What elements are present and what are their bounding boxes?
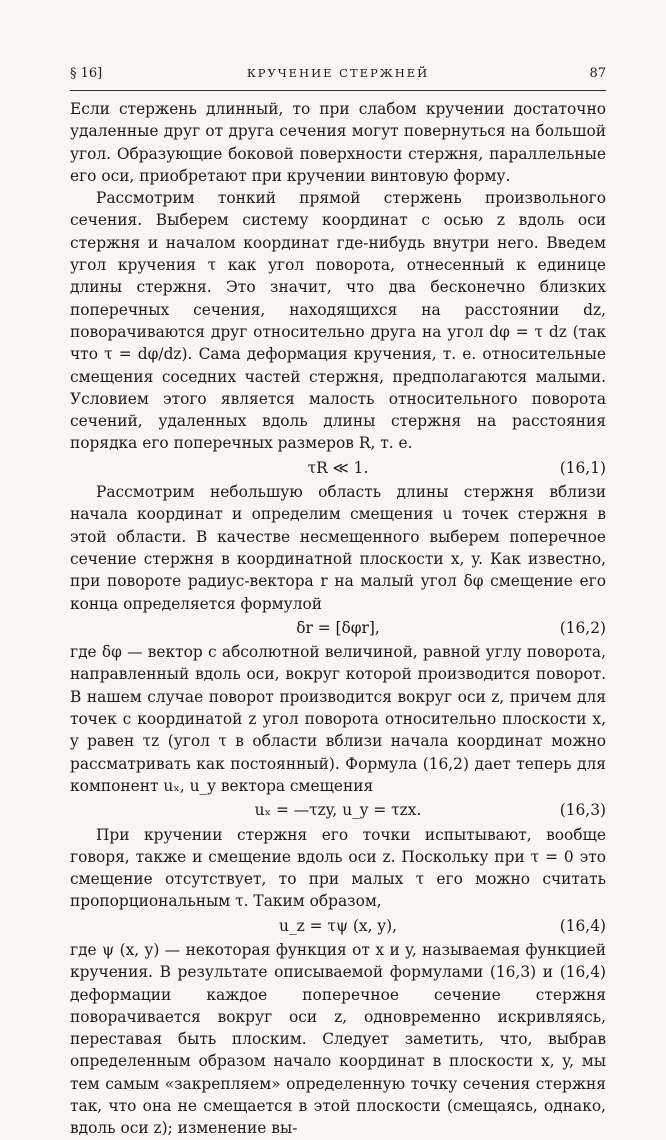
formula-16-1	[70, 457, 606, 479]
page-number: 87	[589, 66, 606, 81]
paragraph-5: При кручении стержня его точки испытывают, вообще говоря, также и смещение вдоль оси z. Поскольку при τ = 0 это смещение отсутствует, то при малых τ его можно считать пропорциональным τ. Таким образом,	[70, 825, 606, 911]
header-rule	[70, 90, 606, 91]
formula-expression: τR ≪ 1.	[307, 458, 369, 477]
formula-expression: u_z = τψ (x, y),	[279, 916, 397, 935]
section-reference: § 16]	[70, 66, 103, 81]
formula-number: (16,3)	[559, 801, 606, 820]
paragraph-6: где ψ (x, y) — некоторая функция от x и y, называемая функцией кручения. В результате описываемой формулами (16,3) и (16,4) деформации каждое поперечное сечение стержня поворачивается вокруг оси z, одновременно искривляясь, переставая быть плоским. Следует заметить, что, выбрав определенным образом начало координат в плоскости x, y, мы тем самым «закрепляем» определенную точку сечения стержня так, что она не смещается в этой плоскости (смещаясь, однако, вдоль оси z); изменение вы-	[70, 940, 606, 1138]
formula-16-4	[70, 915, 606, 937]
formula-expression: δr = [δφr],	[296, 618, 380, 637]
body-text	[70, 98, 606, 1140]
formula-number: (16,4)	[559, 916, 606, 935]
paragraph-2: Рассмотрим тонкий прямой стержень произвольного сечения. Выберем систему координат с осью z вдоль оси стержня и началом координат где-нибудь внутри него. Введем угол кручения τ как угол поворота, отнесенный к единице длины стержня. Это значит, что два бесконечно близких поперечных сечения, находящихся на расстоянии dz, поворачиваются друг относительно друга на угол dφ = τ dz (так что τ = dφ/dz). Сама деформация кручения, т. е. относительные смещения соседних частей стержня, предполагаются малыми. Условием этого является малость относительного поворота сечений, удаленных вдоль длины стержня на расстояния порядка его поперечных размеров R, т. е.	[70, 189, 606, 453]
chapter-title: КРУЧЕНИЕ СТЕРЖНЕЙ	[246, 66, 430, 80]
formula-number: (16,1)	[559, 458, 606, 477]
formula-number: (16,2)	[559, 618, 606, 637]
formula-16-3	[70, 799, 606, 821]
formula-expression: uₓ = —τzy, u_y = τzx.	[254, 801, 422, 820]
paragraph-3: Рассмотрим небольшую область длины стержня вблизи начала координат и определим смещения u точек стержня в этой области. В качестве несмещенного выберем поперечное сечение стержня в координатной плоскости x, y. Как известно, при повороте радиус-вектора r на малый угол δφ смещение его конца определяется формулой	[70, 483, 606, 613]
running-header	[70, 66, 606, 86]
paragraph-4: где δφ — вектор с абсолютной величиной, равной углу поворота, направленный вдоль оси, вокруг которой производится поворот. В нашем случае поворот производится вокруг оси z, причем для точек с координатой z угол поворота относительно плоскости x, y равен τz (угол τ в области вблизи начала координат можно рассматривать как постоянный). Формула (16,2) дает теперь для компонент uₓ, u_y вектора смещения	[70, 643, 606, 795]
paragraph-1: Если стержень длинный, то при слабом кручении достаточно удаленные друг от друга сечения могут повернуться на большой угол. Образующие боковой поверхности стержня, параллельные его оси, приобретают при кручении винтовую форму.	[70, 100, 606, 185]
formula-16-2	[70, 617, 606, 639]
